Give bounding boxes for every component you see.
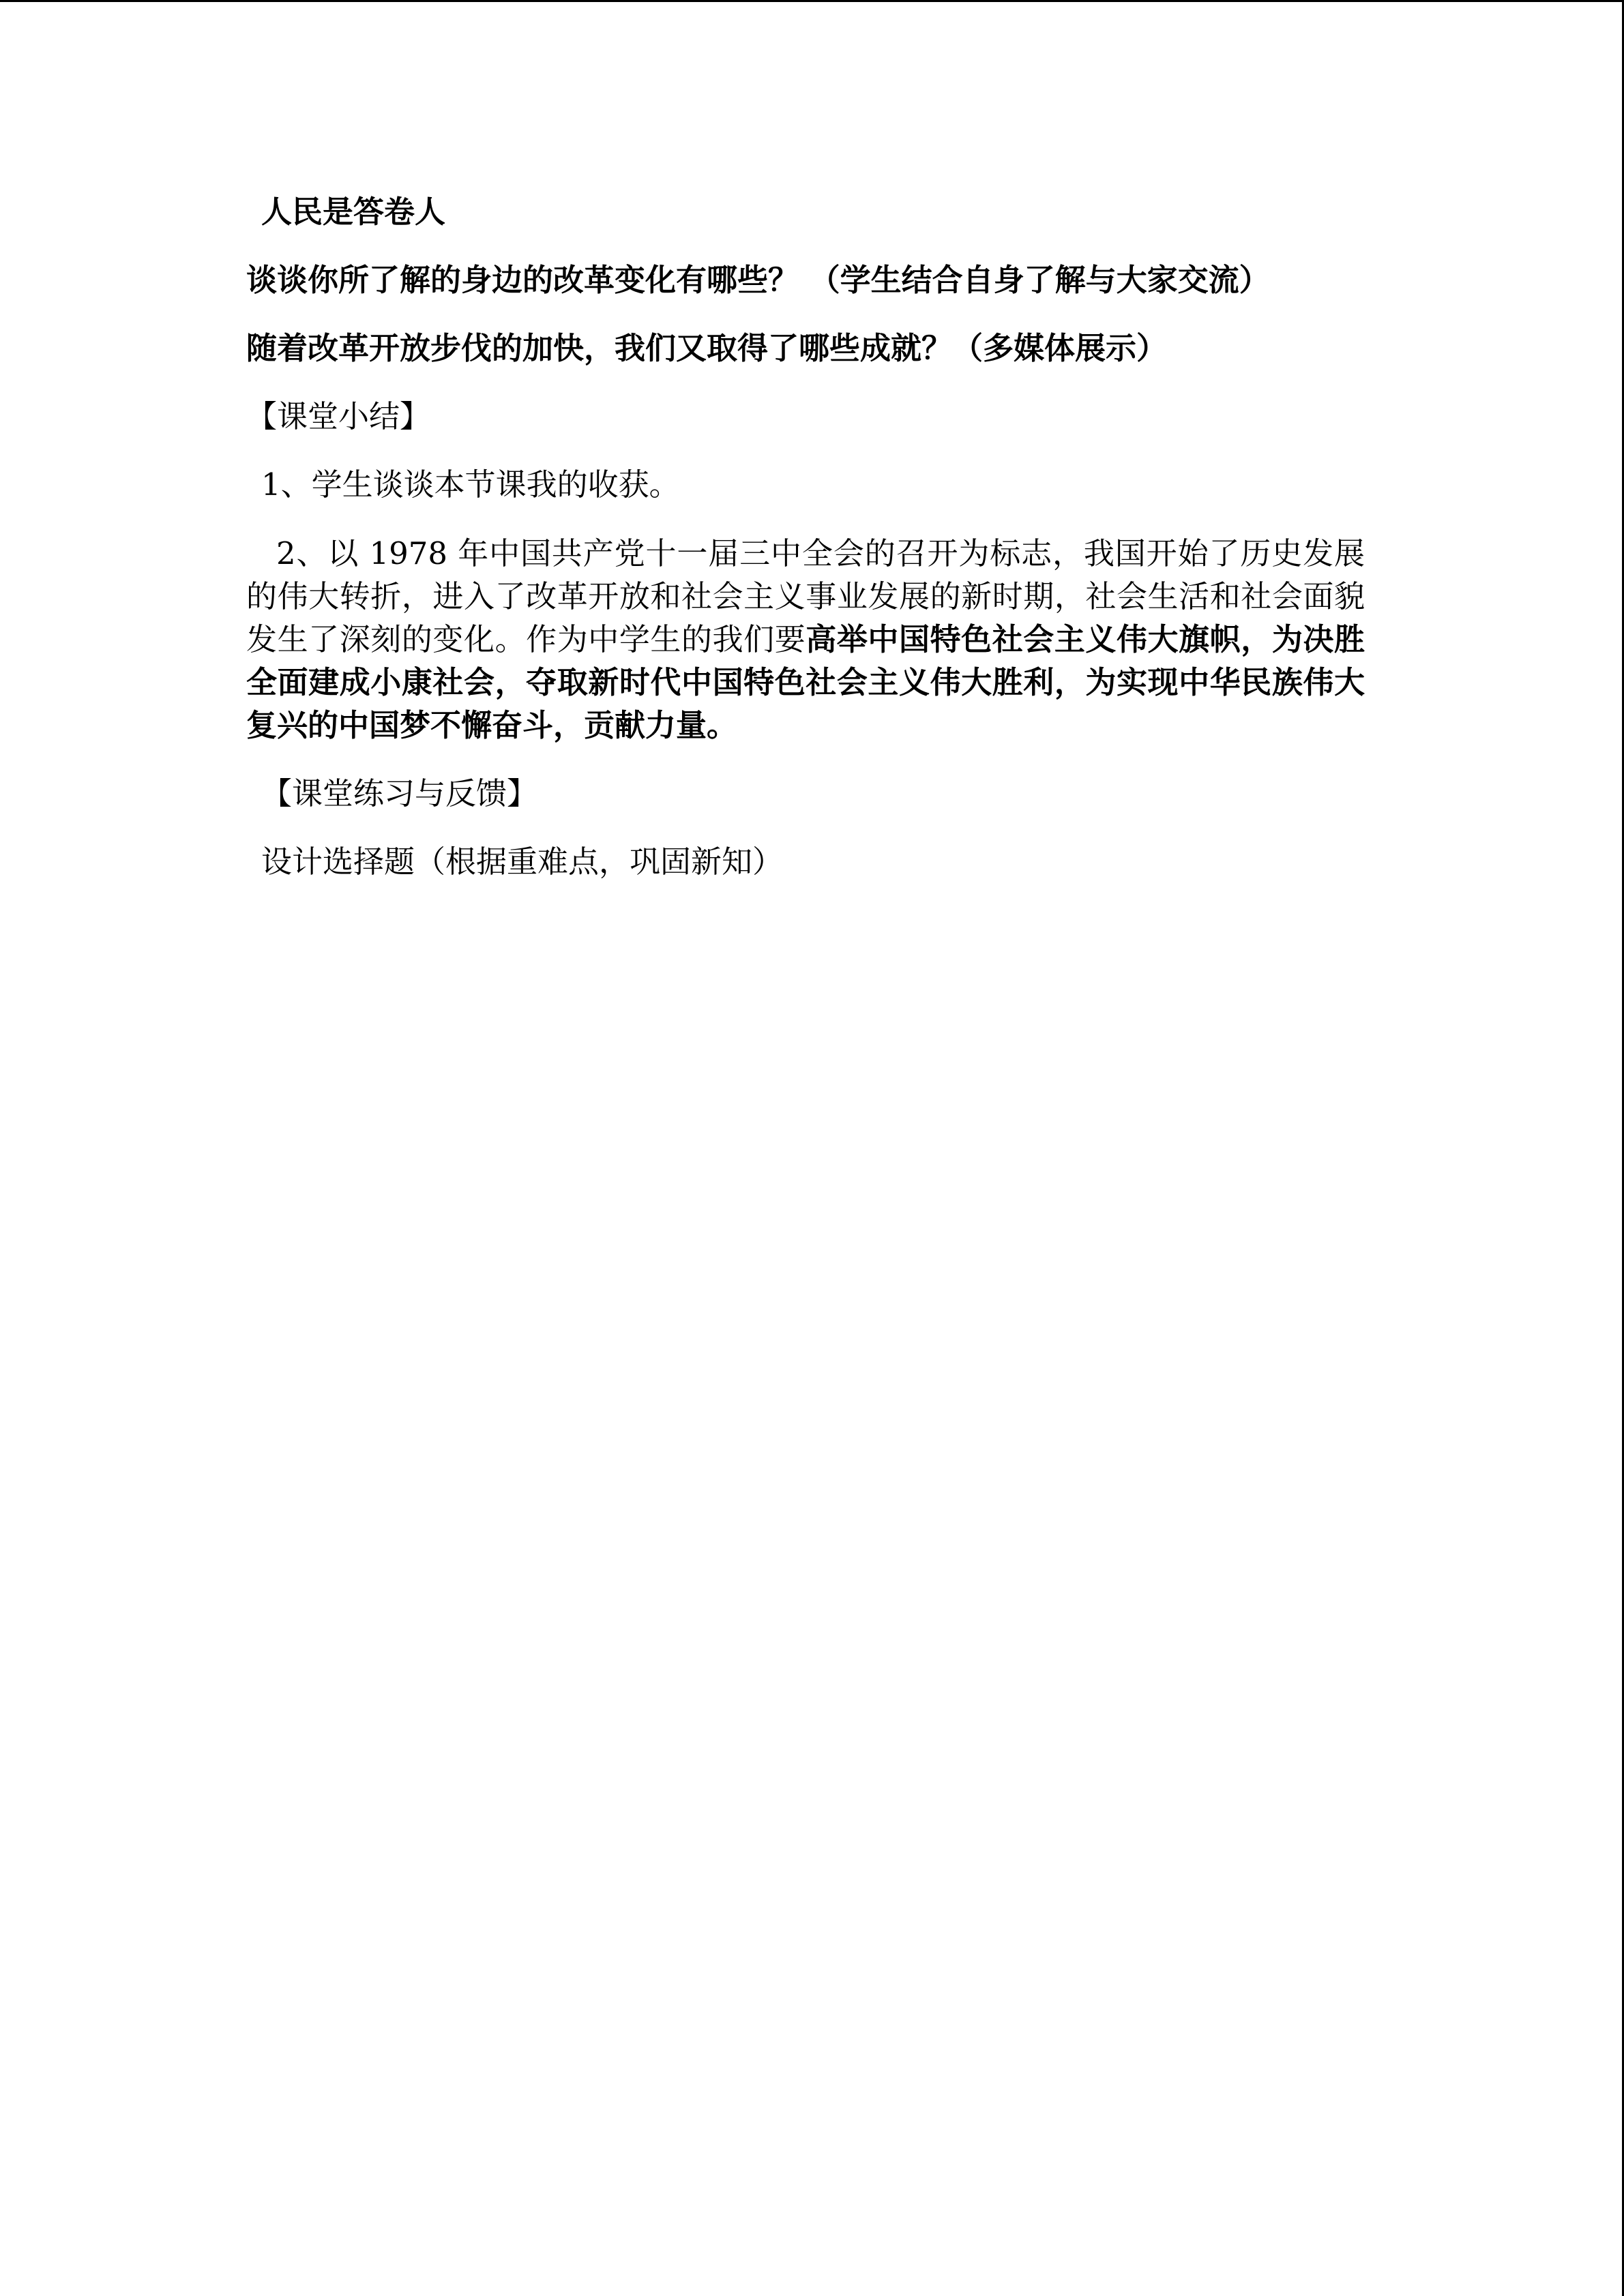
section-heading: 人民是答卷人 [261, 194, 446, 230]
practice-item-1: 设计选择题（根据重难点，巩固新知） [261, 844, 784, 880]
practice-heading: 【课堂练习与反馈】 [261, 775, 538, 811]
document-body [246, 191, 1365, 883]
summary-item-2 [246, 532, 1365, 747]
summary-heading: 【课堂小结】 [246, 398, 431, 434]
question-1: 谈谈你所了解的身边的改革变化有哪些？ （学生结合自身了解与大家交流） [246, 262, 1270, 298]
summary-item-2-normal-text: 2、以 1978 年中国共产党十一届三中全会的召开为标志，我国开始了历史发展的伟大转折，进入了改革开放和社会主义事业发展的新时期，社会生活和社会面貌发生了深刻的变化。作为中学生的我们要 [246, 535, 1365, 657]
summary-item-1: 1、学生谈谈本节课我的收获。 [261, 466, 680, 503]
question-2: 随着改革开放步伐的加快，我们又取得了哪些成就？（多媒体展示） [246, 330, 1168, 366]
summary-item-2-bold-text: 高举中国特色社会主义伟大旗帜，为决胜全面建成小康社会，夺取新时代中国特色社会主义伟大胜利，为实现中华民族伟大复兴的中国梦不懈奋斗，贡献力量。 [246, 621, 1365, 743]
